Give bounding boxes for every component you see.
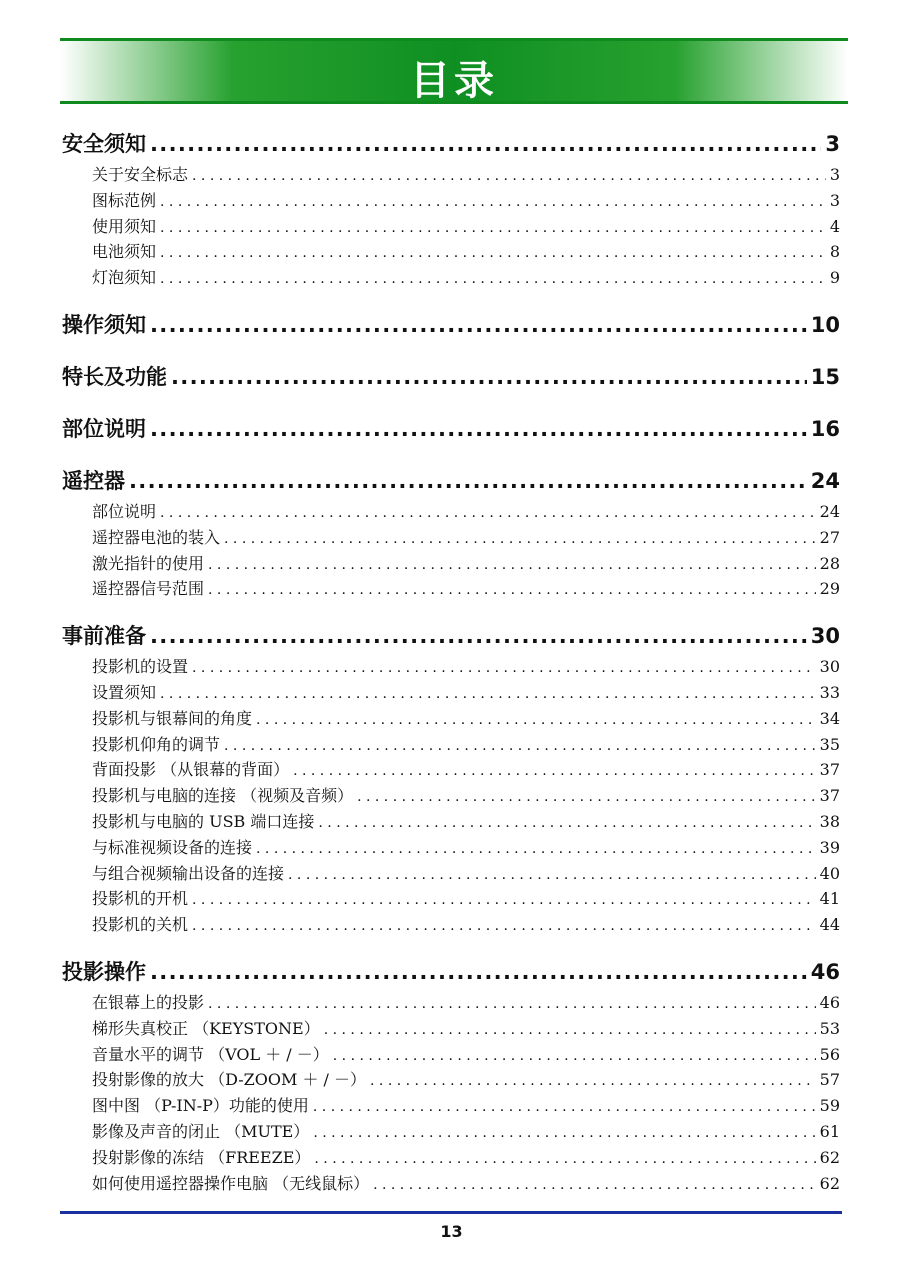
toc-sub-entry[interactable]: [62, 576, 840, 602]
dot-leader: [192, 660, 816, 676]
toc-sub-title: 激光指针的使用: [92, 553, 205, 573]
toc-sub-page: 61: [819, 1121, 840, 1141]
toc-sub-page: 9: [829, 268, 840, 288]
toc-main-page: 3: [825, 132, 840, 156]
toc-main-entry[interactable]: [62, 465, 840, 499]
dot-leader: [288, 867, 816, 883]
toc-sub-entry[interactable]: [62, 1171, 840, 1197]
toc-sub-entry[interactable]: [62, 886, 840, 912]
toc-sub-title: 投影机的开机: [92, 889, 189, 909]
toc-section: [62, 395, 840, 447]
toc-section: [62, 602, 840, 938]
dot-leader: [150, 132, 821, 156]
toc-section: [62, 128, 840, 291]
toc-sub-page: 62: [819, 1147, 840, 1167]
section-gap: [62, 291, 840, 309]
toc-sub-page: 24: [819, 501, 840, 521]
toc-sub-title: 电池须知: [92, 242, 157, 262]
page-number: 13: [440, 1222, 463, 1241]
toc-main-title: 安全须知: [62, 132, 146, 156]
toc-main-title: 操作须知: [62, 312, 146, 337]
section-gap: [62, 938, 840, 956]
toc-sub-page: 40: [819, 863, 840, 883]
toc-main-title: 部位说明: [62, 416, 146, 441]
dot-leader: [160, 686, 816, 702]
toc-sub-page: 8: [829, 242, 840, 262]
toc-sub-page: 44: [819, 915, 840, 935]
toc-main-page: 15: [810, 364, 840, 389]
dot-leader: [208, 582, 816, 598]
section-gap: [62, 602, 840, 620]
toc-main-title: 遥控器: [62, 468, 125, 493]
toc-section: [62, 343, 840, 395]
toc-sub-entry[interactable]: [62, 188, 840, 214]
toc-sub-title: 投射影像的冻结 （FREEZE）: [92, 1147, 311, 1167]
dot-leader: [192, 892, 816, 908]
toc-sub-entry[interactable]: [62, 912, 840, 938]
dot-leader: [192, 918, 816, 934]
toc-sub-entry[interactable]: [62, 214, 840, 240]
dot-leader: [313, 1125, 815, 1141]
toc-sub-title: 音量水平的调节 （VOL ＋ / －）: [92, 1044, 329, 1064]
toc-sub-page: 57: [819, 1070, 840, 1090]
toc-sub-title: 遥控器电池的装入: [92, 527, 221, 547]
toc-sub-entry[interactable]: [62, 757, 840, 783]
dot-leader: [150, 313, 807, 337]
toc-sub-entry[interactable]: [62, 654, 840, 680]
toc-main-entry[interactable]: [62, 620, 840, 654]
dot-leader: [150, 960, 807, 984]
toc-sub-entry[interactable]: [62, 1093, 840, 1119]
toc-sub-entry[interactable]: [62, 499, 840, 525]
dot-leader: [160, 505, 816, 521]
toc-sub-entry[interactable]: [62, 1067, 840, 1093]
toc-sub-page: 37: [819, 786, 840, 806]
dot-leader: [160, 245, 826, 261]
toc-sub-title: 在银幕上的投影: [92, 992, 205, 1012]
dot-leader: [171, 365, 807, 389]
toc-main-entry[interactable]: [62, 361, 840, 395]
dot-leader: [373, 1177, 816, 1193]
toc-sub-title: 使用须知: [92, 216, 157, 236]
dot-leader: [313, 1099, 816, 1115]
dot-leader: [224, 738, 816, 754]
toc-sub-entry[interactable]: [62, 525, 840, 551]
toc-sub-entry[interactable]: [62, 680, 840, 706]
dot-leader: [208, 557, 816, 573]
toc-main-entry[interactable]: [62, 413, 840, 447]
toc-sub-entry[interactable]: [62, 706, 840, 732]
toc-sub-entry[interactable]: [62, 1042, 840, 1068]
toc-sub-title: 投影机的关机: [92, 915, 189, 935]
toc-sub-entry[interactable]: [62, 1145, 840, 1171]
toc-sub-entry[interactable]: [62, 162, 840, 188]
toc-sub-page: 33: [819, 682, 840, 702]
toc-main-page: 46: [810, 959, 840, 984]
toc-main-page: 30: [810, 624, 840, 649]
toc-sub-page: 62: [819, 1173, 840, 1193]
dot-leader: [150, 417, 807, 441]
toc-sub-entry[interactable]: [62, 861, 840, 887]
toc-main-page: 16: [810, 416, 840, 441]
page-title: 目录: [410, 58, 498, 104]
toc-section: [62, 938, 840, 1196]
dot-leader: [129, 469, 807, 493]
dot-leader: [293, 763, 816, 779]
dot-leader: [256, 712, 816, 728]
toc-sub-entry[interactable]: [62, 1016, 840, 1042]
toc-main-entry[interactable]: [62, 309, 840, 343]
toc-main-title: 投影操作: [62, 959, 146, 984]
section-gap: [62, 343, 840, 361]
dot-leader: [370, 1073, 816, 1089]
dot-leader: [160, 220, 826, 236]
toc-sub-entry[interactable]: [62, 783, 840, 809]
dot-leader: [150, 624, 807, 648]
dot-leader: [314, 1151, 815, 1167]
toc-sub-title: 投影机仰角的调节: [92, 734, 221, 754]
toc-sub-entry[interactable]: [62, 1119, 840, 1145]
toc-sub-title: 灯泡须知: [92, 268, 157, 288]
toc-sub-page: 34: [819, 708, 840, 728]
toc-sub-title: 投影机的设置: [92, 657, 189, 677]
toc-sub-page: 28: [819, 553, 840, 573]
toc-sub-page: 3: [829, 165, 840, 184]
toc-sub-title: 投射影像的放大 （D-ZOOM ＋ / －）: [92, 1070, 367, 1090]
toc-main-title: 事前准备: [62, 624, 146, 649]
toc-section: [62, 447, 840, 602]
toc-main-page: 10: [810, 312, 840, 337]
toc-sub-page: 46: [819, 992, 840, 1012]
section-gap: [62, 395, 840, 413]
toc-sub-title: 关于安全标志: [92, 165, 189, 184]
toc-sub-entry[interactable]: [62, 732, 840, 758]
toc-sub-title: 与组合视频输出设备的连接: [92, 863, 285, 883]
table-of-contents: [62, 128, 840, 1196]
toc-sub-title: 遥控器信号范围: [92, 579, 205, 599]
dot-leader: [318, 815, 815, 831]
dot-leader: [160, 271, 826, 287]
toc-sub-page: 4: [829, 216, 840, 236]
title-banner: [60, 38, 848, 104]
toc-sub-title: 梯形失真校正 （KEYSTONE）: [92, 1018, 320, 1038]
toc-section: [62, 291, 840, 343]
toc-sub-page: 53: [819, 1018, 840, 1038]
toc-sub-entry[interactable]: [62, 809, 840, 835]
toc-sub-title: 图中图 （P-IN-P）功能的使用: [92, 1096, 309, 1116]
toc-sub-page: 35: [819, 734, 840, 754]
toc-sub-title: 与标准视频设备的连接: [92, 837, 253, 857]
toc-sub-page: 30: [819, 657, 840, 677]
toc-sub-page: 38: [819, 811, 840, 831]
dot-leader: [224, 531, 816, 547]
toc-sub-entry[interactable]: [62, 239, 840, 265]
toc-sub-page: 56: [819, 1044, 840, 1064]
toc-sub-entry[interactable]: [62, 265, 840, 291]
toc-sub-entry[interactable]: [62, 835, 840, 861]
toc-sub-title: 设置须知: [92, 682, 157, 702]
dot-leader: [160, 194, 826, 210]
toc-sub-page: 3: [829, 190, 840, 210]
toc-sub-title: 部位说明: [92, 501, 157, 521]
dot-leader: [333, 1048, 816, 1064]
dot-leader: [208, 996, 816, 1012]
toc-sub-entry[interactable]: [62, 551, 840, 577]
section-gap: [62, 447, 840, 465]
toc-sub-title: 图标范例: [92, 190, 157, 210]
toc-main-page: 24: [810, 468, 840, 493]
toc-sub-page: 39: [819, 837, 840, 857]
toc-sub-title: 投影机与电脑的连接 （视频及音频）: [92, 786, 354, 806]
dot-leader: [192, 168, 826, 184]
toc-sub-page: 41: [819, 889, 840, 909]
footer-divider: [60, 1211, 842, 1214]
toc-sub-title: 背面投影 （从银幕的背面）: [92, 760, 290, 780]
dot-leader: [324, 1022, 816, 1038]
toc-sub-page: 59: [819, 1096, 840, 1116]
toc-sub-page: 27: [819, 527, 840, 547]
toc-sub-page: 37: [819, 760, 840, 780]
toc-sub-title: 投影机与电脑的 USB 端口连接: [92, 811, 315, 831]
toc-sub-title: 影像及声音的闭止 （MUTE）: [92, 1121, 310, 1141]
dot-leader: [357, 789, 816, 805]
toc-sub-title: 投影机与银幕间的角度: [92, 708, 253, 728]
toc-sub-entry[interactable]: [62, 990, 840, 1016]
dot-leader: [256, 841, 816, 857]
toc-sub-title: 如何使用遥控器操作电脑 （无线鼠标）: [92, 1173, 370, 1193]
toc-main-entry[interactable]: [62, 128, 840, 162]
toc-main-entry[interactable]: [62, 956, 840, 990]
toc-main-title: 特长及功能: [62, 364, 167, 389]
toc-sub-page: 29: [819, 579, 840, 599]
